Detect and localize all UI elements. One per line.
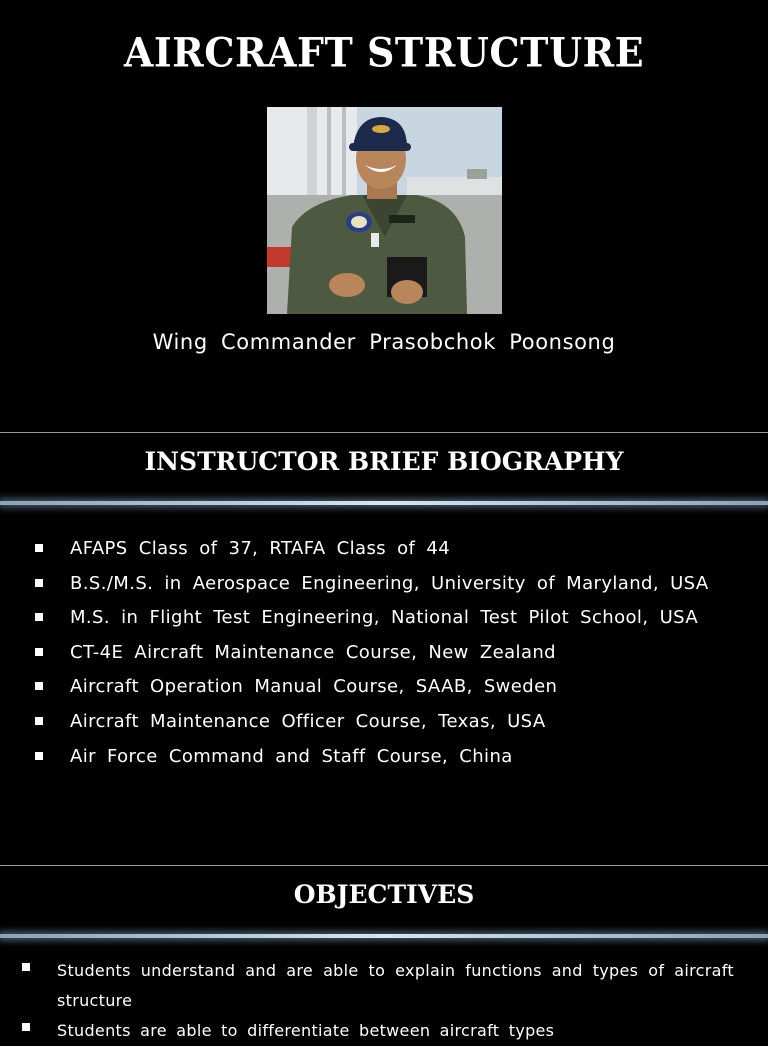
list-item-text: M.S. in Flight Test Engineering, National Test Pilot School, USA xyxy=(70,607,699,629)
bullet-icon xyxy=(35,682,43,690)
bullet-icon xyxy=(35,648,43,656)
list-item-text: Aircraft Maintenance Officer Course, Texas, USA xyxy=(70,710,546,732)
bullet-icon xyxy=(35,579,43,587)
list-item xyxy=(22,956,734,1016)
list-item-text: Air Force Command and Staff Course, China xyxy=(70,745,513,767)
list-item-text: Aircraft Operation Manual Course, SAAB, Sweden xyxy=(70,676,558,698)
instructor-name: Wing Commander Prasobchok Poonsong xyxy=(152,330,616,354)
title-slide xyxy=(0,0,768,432)
slide-title: AIRCRAFT STRUCTURE xyxy=(123,28,645,77)
header-underline xyxy=(0,934,768,938)
biography-list xyxy=(35,537,745,779)
section-title: OBJECTIVES xyxy=(293,880,475,909)
biography-slide xyxy=(0,433,768,865)
bullet-icon xyxy=(35,544,43,552)
objectives-slide xyxy=(0,866,768,1040)
bullet-icon xyxy=(35,717,43,725)
list-item xyxy=(35,745,745,780)
instructor-photo xyxy=(267,107,502,314)
list-item xyxy=(35,572,745,607)
header-underline xyxy=(0,501,768,505)
list-item xyxy=(35,537,745,572)
list-item-text: Students understand and are able to explain functions and types of aircraft structure xyxy=(57,961,734,1010)
bullet-icon xyxy=(35,613,43,621)
list-item xyxy=(35,675,745,710)
list-item-text: Students are able to differentiate between aircraft types xyxy=(57,1021,555,1040)
list-item-text: AFAPS Class of 37, RTAFA Class of 44 xyxy=(70,538,451,559)
list-item xyxy=(35,606,745,641)
list-item-text: CT-4E Aircraft Maintenance Course, New Zealand xyxy=(70,641,557,663)
bullet-icon xyxy=(22,963,30,971)
objectives-list xyxy=(22,956,734,1046)
list-item xyxy=(35,641,745,676)
bullet-icon xyxy=(35,752,43,760)
list-item-text: B.S./M.S. in Aerospace Engineering, University of Maryland, USA xyxy=(70,572,709,594)
bullet-icon xyxy=(22,1023,30,1031)
section-title: INSTRUCTOR BRIEF BIOGRAPHY xyxy=(144,447,624,476)
list-item xyxy=(22,1016,734,1046)
list-item xyxy=(35,710,745,745)
